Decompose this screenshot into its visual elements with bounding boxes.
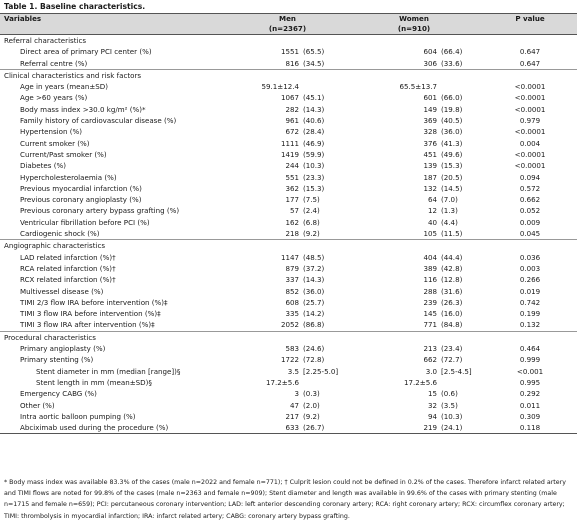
table-row [0,366,577,377]
section-heading: Procedural characteristics [0,331,577,343]
table-row [0,126,577,137]
row-label: Previous coronary artery bypass grafting (%) [20,206,180,216]
men-percent: (45.1) [303,93,325,103]
women-percent: (40.5) [441,116,463,126]
women-percent: [2.5-4.5] [441,366,472,376]
women-percent: (31.6) [441,286,463,296]
baseline-table [0,13,577,434]
men-value: 217 [285,411,299,421]
p-value: <0.0001 [514,93,546,103]
men-value: 1722 [280,355,299,365]
women-percent: (3.5) [441,400,458,410]
men-percent: (10.3) [303,161,325,171]
row-label: Abciximab used during the procedure (%) [0,422,230,434]
men-value: 337 [285,275,299,285]
table-row [0,274,577,285]
women-percent: (44.4) [441,252,463,262]
row-label: Emergency CABG (%) [20,389,97,399]
table-row [0,194,577,205]
row-label: Age in years (mean±SD) [20,82,109,92]
women-percent: (11.5) [441,229,463,239]
men-percent: (48.5) [303,252,325,262]
men-percent: (14.2) [303,309,325,319]
header-women: Women [345,14,483,25]
women-percent: (16.0) [441,309,463,319]
women-value: 105 [423,229,438,239]
women-value: 64 [427,195,438,205]
row-label: Cardiogenic shock (%) [20,229,100,239]
row-label: Previous myocardial infarction (%) [20,183,142,193]
men-percent: (86.8) [303,320,325,330]
women-value: 369 [423,116,438,126]
row-label: Primary angioplasty (%) [20,344,106,354]
men-value: 2052 [280,320,299,330]
women-value: 12 [427,206,438,216]
p-value: 0.004 [519,138,541,148]
table-row [0,319,577,331]
table-body [0,35,577,434]
row-label: Stent length in mm (mean±SD)§ [36,377,152,387]
women-value: 15 [427,389,438,399]
men-percent [301,377,345,388]
men-value: 218 [285,229,299,239]
header-blank [0,24,230,35]
women-value: 213 [423,344,438,354]
table-row [0,422,577,434]
women-percent: (24.1) [439,422,483,434]
p-value: 0.036 [519,252,541,262]
women-percent: (20.5) [441,172,463,182]
women-value: 145 [423,309,438,319]
men-value: 177 [285,195,299,205]
p-value: 0.045 [519,229,541,239]
women-percent: (19.8) [441,104,463,114]
section-row [0,69,577,81]
table-row [0,104,577,115]
men-percent: (36.0) [303,286,325,296]
men-value: 17.2±5.6 [265,377,299,387]
men-percent: (46.9) [303,138,325,148]
section-row [0,331,577,343]
women-value: 32 [427,400,438,410]
women-percent: (66.4) [441,47,463,57]
header-men-n: (n=2367) [230,24,345,35]
table-row [0,228,577,240]
p-value: 0.132 [519,320,541,330]
header-blank [483,24,577,35]
p-value: 0.266 [519,275,541,285]
section-heading: Referral characteristics [0,35,577,47]
men-value: 961 [285,116,299,126]
table-title: Table 1. Baseline characteristics. [4,2,146,11]
women-percent: (72.7) [441,355,463,365]
women-percent: (33.6) [441,58,463,68]
row-label: TIMI 3 flow IRA after intervention (%)‡ [20,320,155,330]
men-percent: (15.3) [303,183,325,193]
row-label: RCA related infarction (%)† [20,263,116,273]
table-row [0,160,577,171]
men-value: 1147 [280,252,299,262]
p-value: 0.572 [519,183,541,193]
p-value: <0.0001 [514,104,546,114]
men-value: 3 [294,389,299,399]
table-row [0,354,577,365]
women-value: 139 [423,161,438,171]
men-percent: (24.6) [303,344,325,354]
women-percent: (36.0) [441,127,463,137]
men-percent: (0.3) [303,389,320,399]
section-row [0,240,577,252]
row-label: Current smoker (%) [20,138,90,148]
men-value: 633 [230,422,301,434]
men-value: 551 [285,172,299,182]
p-value: <0.0001 [514,161,546,171]
women-percent: (7.0) [441,195,458,205]
row-label: TIMI 3 flow IRA before intervention (%)‡ [20,309,161,319]
p-value: 0.464 [519,344,541,354]
women-value: 601 [423,93,438,103]
row-label: Multivessel disease (%) [20,286,104,296]
p-value: 0.995 [519,377,541,387]
men-value: 362 [285,183,299,193]
women-percent: (10.3) [441,411,463,421]
women-value: 40 [427,217,438,227]
table-row [0,388,577,399]
row-label: Current/Past smoker (%) [20,149,107,159]
table-row [0,308,577,319]
row-label: Diabetes (%) [20,161,67,171]
men-percent: (9.2) [303,411,320,421]
header-variables: Variables [0,14,230,25]
men-value: 59.1±12.4 [261,82,299,92]
section-heading: Clinical characteristics and risk factors [0,69,577,81]
p-value: <0.001 [516,366,544,376]
women-value: 451 [423,149,438,159]
women-value: 389 [423,263,438,273]
men-value: 282 [285,104,299,114]
women-percent: (49.6) [441,149,463,159]
p-value: <0.0001 [514,149,546,159]
women-percent: (23.4) [441,344,463,354]
row-label: Hypertension (%) [20,127,82,137]
men-value: 1111 [280,138,299,148]
men-value: 1551 [280,47,299,57]
men-percent: (26.7) [301,422,345,434]
men-value: 47 [289,400,299,410]
women-value: 662 [423,355,438,365]
table-row [0,183,577,194]
table-row [0,58,577,70]
row-label: Primary stenting (%) [20,355,94,365]
p-value: 0.009 [519,217,541,227]
table-row [0,46,577,57]
women-value: 94 [427,411,438,421]
women-percent: (84.8) [441,320,463,330]
row-label: Body mass index >30.0 kg/m² (%)* [20,104,146,114]
table-row [0,138,577,149]
p-value: 0.199 [519,309,541,319]
women-value: 65.5±13.7 [399,82,438,92]
men-percent: (14.3) [303,104,325,114]
men-value: 852 [285,286,299,296]
table-row [0,343,577,354]
p-value: 0.094 [519,172,541,182]
men-value: 57 [289,206,299,216]
table-footnote: * Body mass index was available 83.3% of the cases (male n=2022 and female n=771); † Culprit lesion could not be defined in 0.2% of the cases. Therefore infarct related artery and TIMI flows are noted for 99.8% of the cases (male n=2363 and female n=909); Stent diameter and length was available in 99.6% of the cases with primary stenting (male n=1715 and female n=659); PCI: percutaneous coronary intervention; LAD: left anterior descending coronary artery; RCA: right coronary artery; RCX: circumflex coronary artery; TIMI: thrombolysis in myocardial infarction; IRA: infarct related artery; CABG: coronary artery bypass grafting. [4,479,566,520]
table-row [0,205,577,216]
row-label: Family history of cardiovascular disease (%) [20,116,177,126]
men-percent: (65.5) [303,47,325,57]
table-row [0,297,577,308]
women-value: 288 [423,286,438,296]
p-value: 0.011 [519,400,541,410]
p-value: <0.0001 [514,82,546,92]
table-row [0,92,577,103]
women-percent: (26.3) [441,297,463,307]
p-value: 0.118 [483,422,577,434]
row-label: Previous coronary angioplasty (%) [20,195,142,205]
p-value: 0.999 [519,355,541,365]
men-percent: (59.9) [303,149,325,159]
header-women-n: (n=910) [345,24,483,35]
women-percent: (42.8) [441,263,463,273]
women-value: 132 [423,183,438,193]
p-value: 0.292 [519,389,541,399]
men-percent: (2.0) [303,400,320,410]
row-label: Age >60 years (%) [20,93,88,103]
women-value: 187 [423,172,438,182]
row-label: LAD related infarction (%)† [20,252,116,262]
women-percent [439,377,483,388]
women-percent: (1.3) [441,206,458,216]
women-percent: (4.4) [441,217,458,227]
row-label: RCX related infarction (%)† [20,275,116,285]
table-row [0,81,577,92]
women-percent: (0.6) [441,389,458,399]
row-label: Referral centre (%) [20,58,88,68]
table-row [0,217,577,228]
table-row [0,115,577,126]
men-percent [301,81,345,92]
women-value: 604 [423,47,438,57]
header-pvalue: P value [483,14,577,25]
p-value: 0.309 [519,411,541,421]
men-value: 1067 [280,93,299,103]
women-percent: (66.0) [441,93,463,103]
women-value: 771 [423,320,438,330]
women-percent: (14.5) [441,183,463,193]
women-value: 376 [423,138,438,148]
men-percent: (34.5) [303,58,325,68]
men-value: 3.5 [287,366,299,376]
row-label: TIMI 2/3 flow IRA before intervention (%)‡ [20,297,168,307]
row-label: Other (%) [20,400,55,410]
table-row [0,411,577,422]
table-row [0,286,577,297]
women-percent: (41.3) [441,138,463,148]
table-row [0,172,577,183]
men-percent: (72.8) [303,355,325,365]
header-men: Men [230,14,345,25]
men-percent: (2.4) [303,206,320,216]
women-percent: (12.8) [441,275,463,285]
table-row [0,149,577,160]
men-value: 583 [285,344,299,354]
p-value: 0.647 [519,58,541,68]
men-value: 1419 [280,149,299,159]
men-value: 879 [285,263,299,273]
table-row [0,263,577,274]
men-percent: (28.4) [303,127,325,137]
women-value: 116 [423,275,438,285]
section-heading: Angiographic characteristics [0,240,577,252]
men-percent: (14.3) [303,275,325,285]
men-value: 608 [285,297,299,307]
row-label: Stent diameter in mm (median [range])§ [36,366,181,376]
men-value: 335 [285,309,299,319]
p-value: 0.003 [519,263,541,273]
men-value: 816 [285,58,299,68]
p-value: 0.019 [519,286,541,296]
women-value: 239 [423,297,438,307]
men-percent: (40.6) [303,116,325,126]
men-value: 162 [285,217,299,227]
men-percent: (25.7) [303,297,325,307]
men-percent: (23.3) [303,172,325,182]
row-label: Direct area of primary PCI center (%) [20,47,152,57]
men-percent: (7.5) [303,195,320,205]
table-row [0,377,577,388]
men-percent: (9.2) [303,229,320,239]
row-label: Hypercholesterolaemia (%) [20,172,117,182]
p-value: 0.052 [519,206,541,216]
p-value: 0.662 [519,195,541,205]
women-value: 149 [423,104,438,114]
row-label: Ventricular fibrillation before PCI (%) [20,217,150,227]
women-percent: (15.3) [441,161,463,171]
row-label: Intra aortic balloon pumping (%) [20,411,136,421]
p-value: <0.0001 [514,127,546,137]
men-percent: [2.25-5.0] [303,366,339,376]
men-percent: (37.2) [303,263,325,273]
women-percent [439,81,483,92]
men-value: 672 [285,127,299,137]
women-value: 306 [423,58,438,68]
women-value: 219 [345,422,439,434]
p-value: 0.647 [519,47,541,57]
men-value: 244 [285,161,299,171]
table-row [0,252,577,263]
men-percent: (6.8) [303,217,320,227]
women-value: 3.0 [425,366,438,376]
women-value: 404 [423,252,438,262]
p-value: 0.979 [519,116,541,126]
women-value: 17.2±5.6 [403,377,438,387]
women-value: 328 [423,127,438,137]
table-row [0,400,577,411]
table-header [0,14,577,35]
p-value: 0.742 [519,297,541,307]
section-row [0,35,577,47]
